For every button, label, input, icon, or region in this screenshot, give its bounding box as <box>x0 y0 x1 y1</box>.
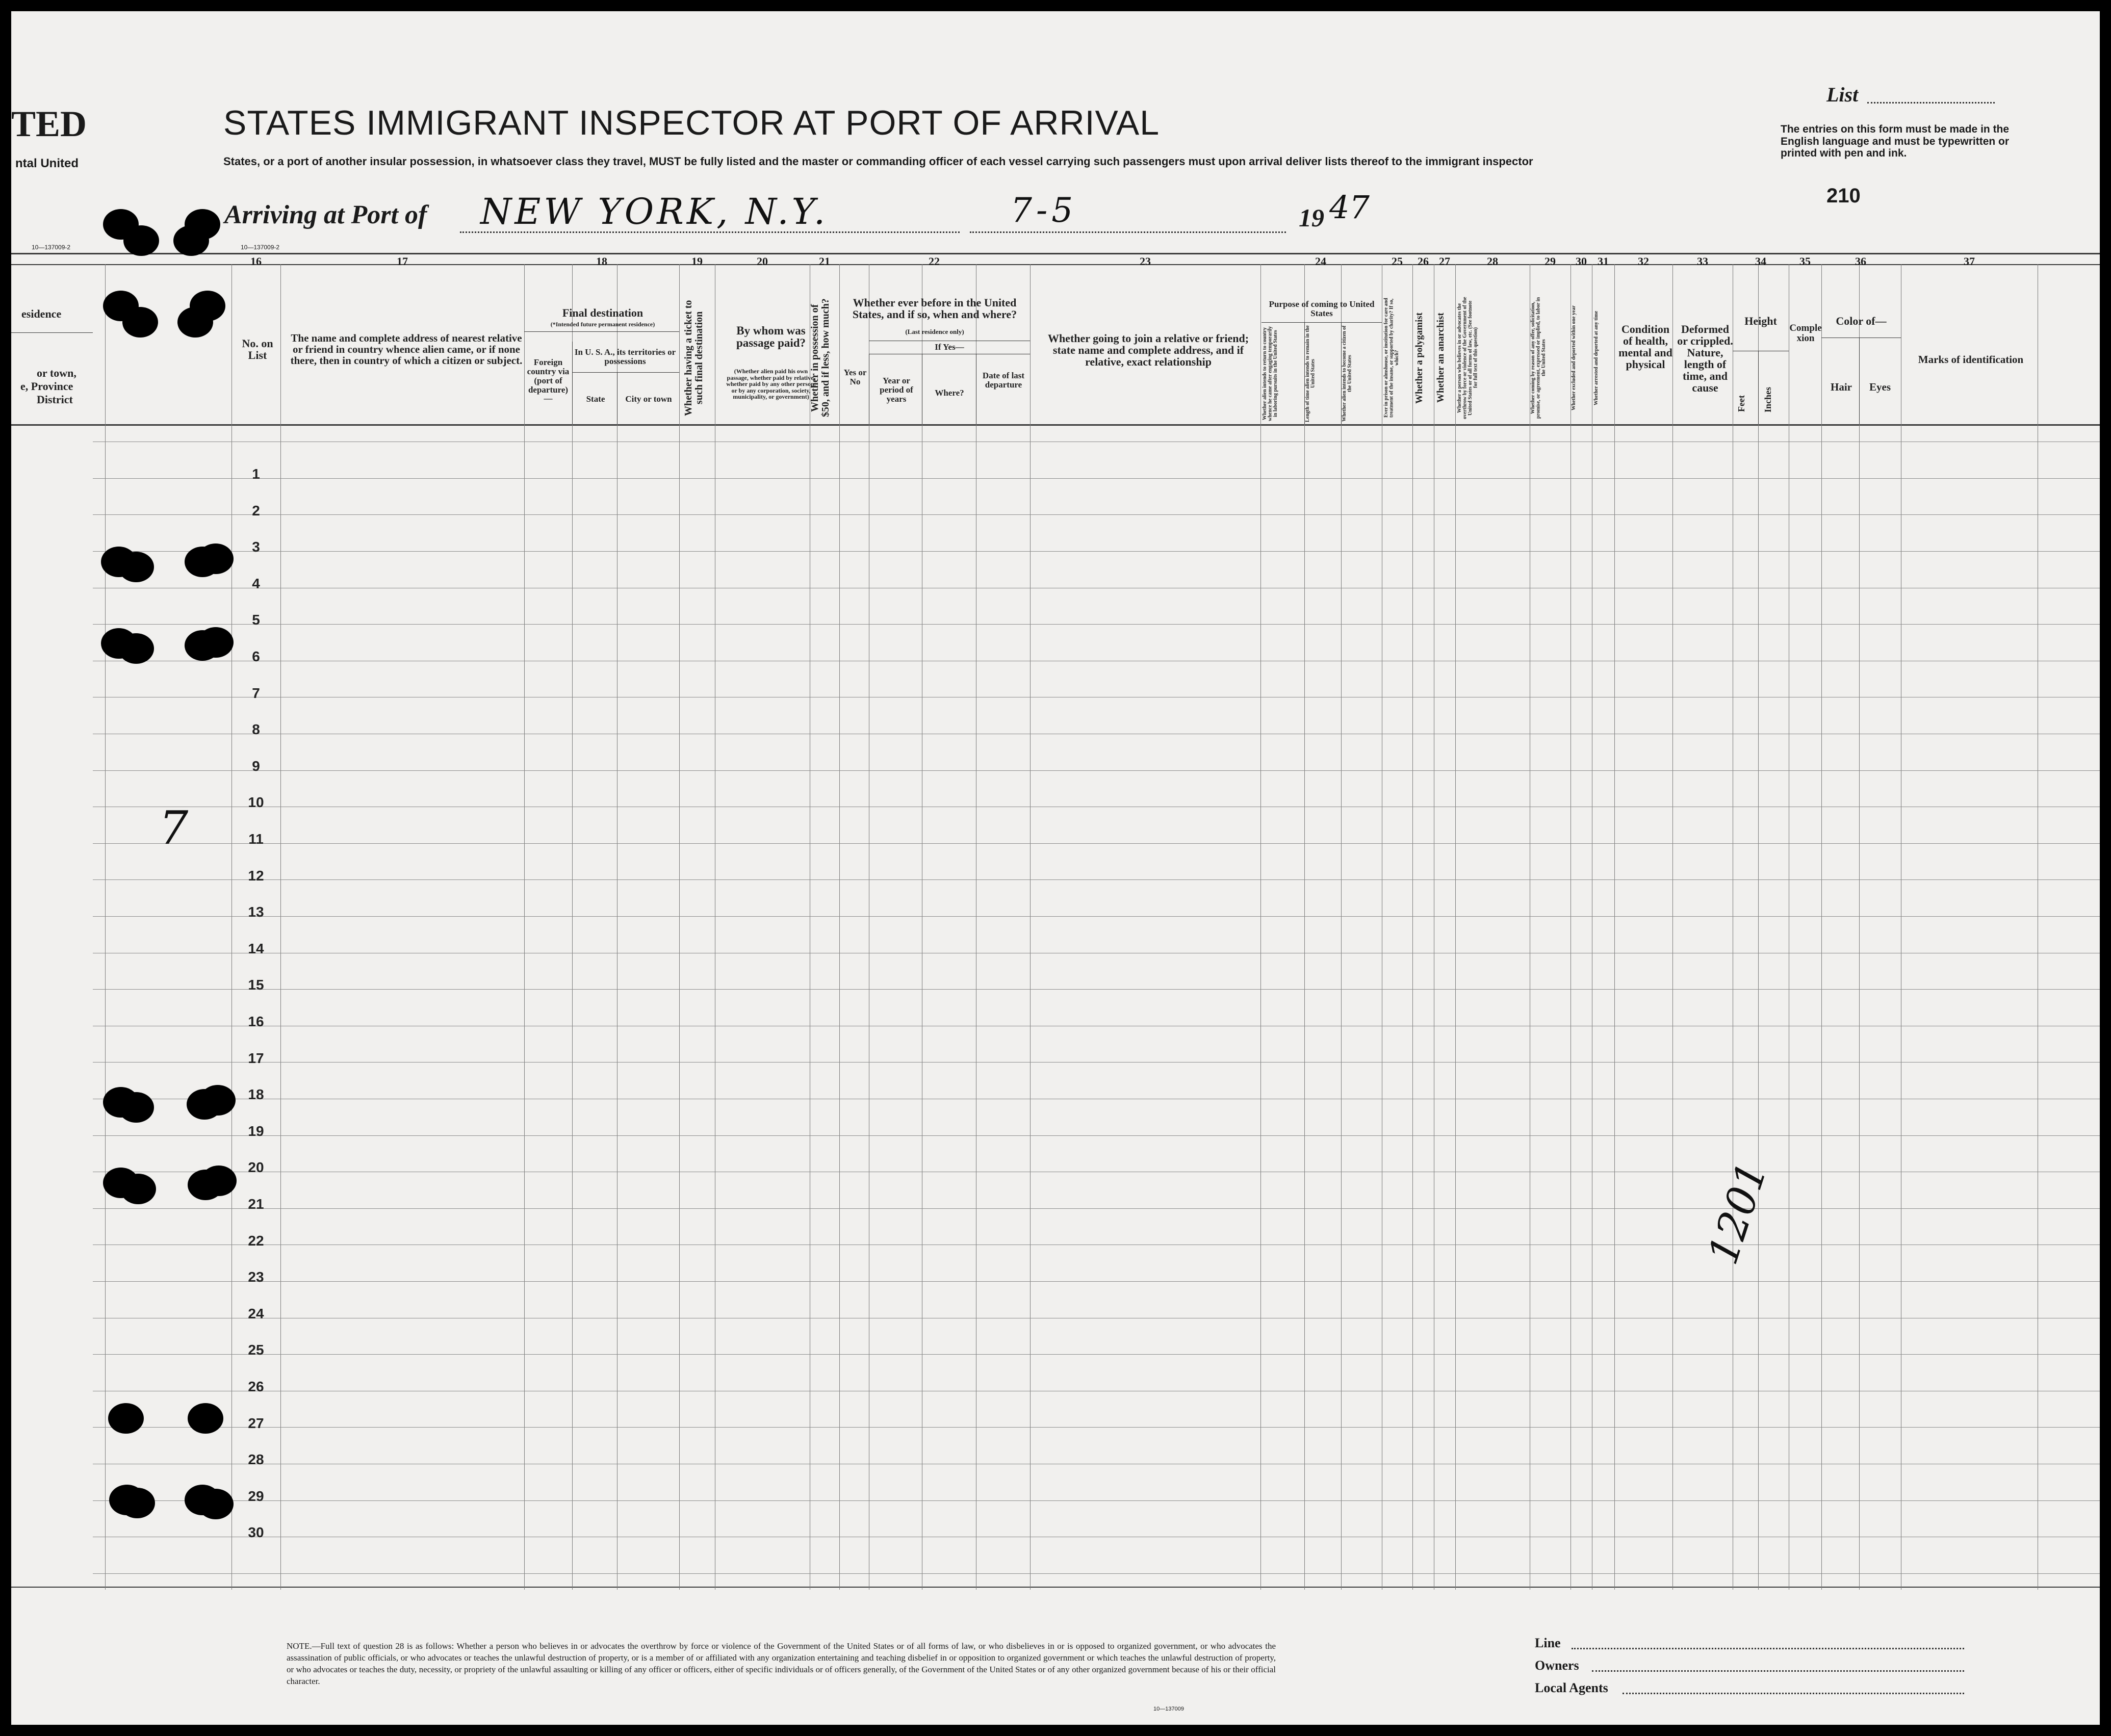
punch-hole <box>118 633 154 664</box>
row-number: 5 <box>252 612 260 628</box>
column-number: 28 <box>1487 255 1498 268</box>
port-handwritten: NEW YORK, N.Y. <box>480 191 829 232</box>
date-handwritten: 7-5 <box>1011 191 1077 230</box>
col37-header: Marks of identification <box>1918 353 2024 366</box>
punch-hole <box>123 225 159 256</box>
col26-header: Whether a polygamist <box>1414 312 1425 404</box>
punch-hole <box>118 552 154 582</box>
form-code-right: 10—137009-2 <box>241 244 280 251</box>
row-number: 26 <box>248 1379 264 1394</box>
row-number: 11 <box>248 831 264 847</box>
punch-hole <box>177 307 213 338</box>
col31-header: Whether arrested and deported at any time <box>1593 310 1599 405</box>
col18-title: Final destination <box>562 306 643 319</box>
column-number: 25 <box>1392 255 1403 268</box>
col18-usa: In U. S. A., its territories or possessions <box>574 347 676 366</box>
col24-b: Length of time alien intends to remain in the United States <box>1305 325 1316 422</box>
page-title: STATES IMMIGRANT INSPECTOR AT PORT OF ARRIVAL <box>223 103 1160 142</box>
row-number: 25 <box>248 1342 264 1358</box>
punch-hole <box>118 1092 154 1123</box>
row-rule <box>93 843 2100 844</box>
col33-header: Deformed or crippled. Nature, length of time, and cause <box>1677 323 1733 395</box>
column-number: 21 <box>819 255 830 268</box>
punch-hole <box>200 1085 236 1116</box>
left-town-label: or town, <box>37 367 76 379</box>
header-bottom-rule <box>11 424 2100 426</box>
punch-hole <box>120 1174 156 1204</box>
row-number: 3 <box>252 539 260 555</box>
list-label: List <box>1826 83 1859 106</box>
row-number: 1 <box>252 466 260 482</box>
row-rule <box>93 1281 2100 1282</box>
col18-sub: (*Intended future permanent residence) <box>550 321 655 328</box>
col22-date: Date of last departure <box>982 371 1025 390</box>
col35-header: Complexion <box>1789 323 1822 344</box>
col24-rule <box>1262 322 1382 323</box>
column-number: 22 <box>929 255 940 268</box>
row-rule <box>93 989 2100 990</box>
agents-field[interactable] <box>1623 1693 1964 1694</box>
col22-ifyes: If Yes— <box>935 342 964 352</box>
punch-hole <box>198 627 234 658</box>
row-rule <box>93 1500 2100 1501</box>
punch-hole <box>198 543 234 574</box>
row-number: 29 <box>248 1488 264 1504</box>
punch-hole <box>201 1165 237 1196</box>
column-number: 31 <box>1598 255 1609 268</box>
punch-hole <box>119 1488 155 1518</box>
column-number: 27 <box>1439 255 1450 268</box>
col17-header: The name and complete address of nearest relative or friend in country whence alien came, or if none there, then in country of which a citizen or subject. <box>290 332 523 367</box>
col22-title: Whether ever before in the United States, and if so, when and where? <box>852 296 1017 321</box>
left-district-label: District <box>37 393 73 406</box>
handwritten-1201: 1201 <box>1699 1156 1777 1270</box>
row-number: 24 <box>248 1305 264 1322</box>
row-number: 19 <box>248 1123 264 1139</box>
col36-title: Color of— <box>1836 315 1887 327</box>
col24-title: Purpose of coming to United States <box>1269 299 1375 318</box>
punch-hole <box>108 1403 144 1434</box>
col29-header: Whether coming by reason of any offer, solicitation, promise, or agreement, expressed or implied, to labor in the United States <box>1530 297 1547 419</box>
punch-hole <box>173 225 209 256</box>
row-number: 7 <box>252 685 260 701</box>
row-number: 4 <box>252 575 260 591</box>
row-number: 30 <box>248 1524 264 1541</box>
column-number: 37 <box>1964 255 1975 268</box>
column-number-rule <box>11 264 2100 265</box>
col19-header: Whether having a ticket to such final destination <box>683 300 705 416</box>
col24-a: Whether alien intends to return to country whence he came after engaging temporarily in laboring pursuits in the United States <box>1262 326 1278 422</box>
column-number: 29 <box>1544 255 1556 268</box>
left-province-label: e, Province <box>20 380 73 393</box>
row-rule <box>93 1208 2100 1209</box>
col30-header: Whether excluded and deported within one year <box>1571 305 1577 410</box>
row-rule <box>93 879 2100 880</box>
header-divider <box>572 342 573 424</box>
col18-usa-rule <box>572 372 679 373</box>
col22-year: Year or period of years <box>880 376 913 404</box>
left-residence-rule <box>11 332 93 333</box>
row-number: 16 <box>248 1014 264 1029</box>
row-rule <box>93 770 2100 771</box>
col23-header: Whether going to join a relative or friend; state name and complete address, and if relative, exact relationship <box>1047 332 1249 369</box>
col28-header: Whether a person who believes in or advocates the overthrow by force or violence of the Government of the United States or of all forms of law, etc. (See footnote for full text of this question) <box>1457 297 1479 419</box>
col34-inches: Inches <box>1763 387 1773 413</box>
col22-yesno: Yes or No <box>843 368 867 386</box>
column-number: 33 <box>1697 255 1708 268</box>
column-number: 26 <box>1418 255 1429 268</box>
line-label: Line <box>1535 1636 1561 1650</box>
row-number: 6 <box>252 649 260 664</box>
row-number: 22 <box>248 1232 264 1249</box>
form-code-left: 10—137009-2 <box>32 244 71 251</box>
col18-state: State <box>586 394 605 404</box>
col34-title: Height <box>1744 315 1777 327</box>
row-number: 14 <box>248 940 264 956</box>
row-number: 8 <box>252 721 260 738</box>
col27-header: Whether an anarchist <box>1435 313 1446 403</box>
header-divider <box>1859 338 1860 424</box>
notice-text: The entries on this form must be made in the English language and must be typewritten or printed with pen and ink. <box>1781 123 2010 160</box>
col36-eyes: Eyes <box>1869 381 1891 393</box>
column-number: 34 <box>1755 255 1766 268</box>
column-number: 23 <box>1140 255 1151 268</box>
col22-where: Where? <box>935 388 964 398</box>
punch-hole <box>122 307 158 338</box>
col36-hair: Hair <box>1831 381 1852 393</box>
row-rule <box>93 1427 2100 1428</box>
left-residence-header: esidence <box>21 307 62 320</box>
agents-label: Local Agents <box>1535 1680 1608 1695</box>
column-number: 18 <box>596 255 607 268</box>
line-field[interactable] <box>1572 1648 1964 1649</box>
col32-header: Condition of health, mental and physical <box>1618 323 1672 371</box>
title-fragment-left: TED <box>11 103 87 144</box>
page-subtitle: States, or a port of another insular possession, in whatsoever class they travel, MUST be fully listed and the master or commanding officer of each vessel carrying such passengers must upon arrival deliver lists thereof to the immigrant inspector <box>223 155 1533 168</box>
column-number: 32 <box>1638 255 1649 268</box>
column-number: 35 <box>1799 255 1811 268</box>
row-number: 13 <box>248 904 264 920</box>
col21-header: Whether in possession of $50, and if less, how much? <box>809 298 831 418</box>
row-rule <box>93 1573 2100 1574</box>
row-number: 2 <box>252 502 260 519</box>
col18-rule <box>524 331 679 332</box>
owners-field[interactable] <box>1592 1670 1964 1672</box>
row-number: 12 <box>248 867 264 884</box>
row-number: 27 <box>248 1415 264 1431</box>
column-number: 36 <box>1855 255 1866 268</box>
col24-c: Whether alien intends to become a citizen of the United States <box>1342 325 1353 422</box>
column-number: 20 <box>757 255 768 268</box>
col18-foreign: Foreign country via (port of departure)— <box>527 357 570 404</box>
col18-city: City or town <box>625 394 672 404</box>
header-divider <box>1758 351 1759 424</box>
row-rule <box>93 1354 2100 1355</box>
footer-code: 10—137009 <box>1153 1706 1184 1712</box>
col34-feet: Feet <box>1736 395 1746 412</box>
column-number: 24 <box>1315 255 1326 268</box>
row-number: 20 <box>248 1159 264 1176</box>
row-rule <box>93 624 2100 625</box>
row-number: 10 <box>248 794 264 811</box>
row-number: 28 <box>248 1452 264 1468</box>
col16-header: No. on List <box>242 337 273 362</box>
page-number: 210 <box>1826 185 1861 207</box>
table-bottom-rule <box>11 1587 2100 1588</box>
year-prefix: 19 <box>1299 203 1324 232</box>
header-top-rule <box>11 253 2100 254</box>
row-rule <box>93 916 2100 917</box>
column-number: 16 <box>250 255 262 268</box>
row-rule <box>93 514 2100 515</box>
row-rule <box>93 478 2100 479</box>
list-line <box>1867 102 1995 103</box>
handwritten-7: 7 <box>159 801 189 855</box>
arriving-label: Arriving at Port of <box>224 200 427 229</box>
row-number: 21 <box>248 1196 264 1212</box>
row-rule <box>93 1062 2100 1063</box>
row-number: 23 <box>248 1269 264 1285</box>
row-number: 18 <box>248 1086 264 1103</box>
manifest-sheet <box>11 11 2100 1725</box>
row-number: 15 <box>248 977 264 993</box>
footer-note: NOTE.—Full text of question 28 is as follows: Whether a person who believes in or advocates the overthrow by force or violence of the Government of the United States or of all forms of law, or who disbelieves in or is opposed to organized government, or who advocates the assassination of public officials, or who advocates or teaches the unlawful destruction of property, or is a member of or affiliated with any organization entertaining and teaching disbelief in or opposition to organized government or which teaches the unlawful destruction of property, or who advocates or teaches the duty, necessity, or propriety of the unlawful assaulting or killing of any officer or officers, either of specific individuals or of officers generally, of the Government of the United States or of any other organized government because of his or their official character. <box>287 1641 1276 1686</box>
col20-note: (Whether alien paid his own passage, whether paid by relative, whether paid by any other person, or by any corporation, society, municipality, or government) <box>726 368 816 401</box>
date-line <box>970 231 1286 233</box>
column-number: 19 <box>691 255 703 268</box>
punch-hole <box>198 1489 234 1519</box>
owners-label: Owners <box>1535 1658 1579 1673</box>
col22-sub: (Last residence only) <box>905 328 964 335</box>
col20-title: By whom was passage paid? <box>736 324 806 350</box>
column-number: 30 <box>1576 255 1587 268</box>
year-handwritten: 47 <box>1329 189 1370 226</box>
row-number: 9 <box>252 758 260 774</box>
row-number: 17 <box>248 1050 264 1066</box>
punch-hole <box>188 1403 223 1434</box>
column-number: 17 <box>397 255 408 268</box>
row-rule <box>93 1135 2100 1136</box>
col25-header: Ever in prison or almshouse, or institution for care and treatment of the insane, or supported by charity? If so, which? <box>1383 298 1400 418</box>
subtitle-fragment-left: ntal United <box>15 157 79 170</box>
row-rule <box>93 551 2100 552</box>
